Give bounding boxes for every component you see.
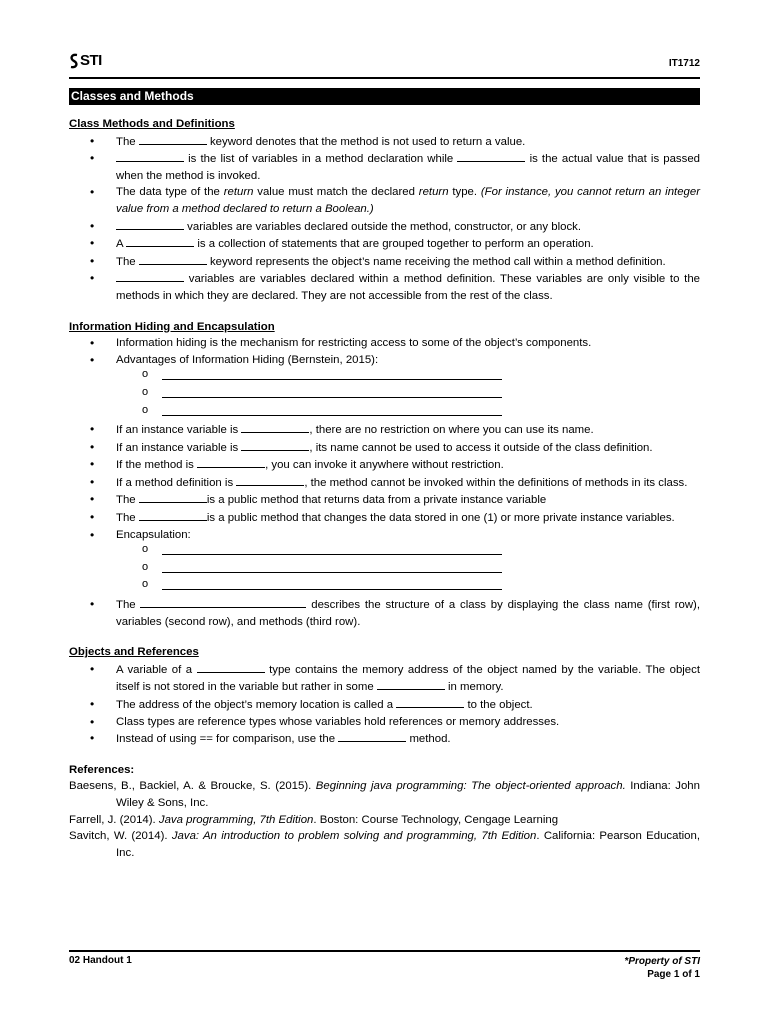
section-title: Class Methods and Definitions	[69, 118, 235, 130]
content	[69, 116, 700, 861]
blank	[241, 439, 309, 451]
logo-text: STI	[80, 52, 102, 69]
list-item: • If a method definition is , the method cannot be invoked within the definitions of methods in its class.	[69, 474, 700, 492]
section-objects-references	[69, 644, 700, 748]
blank	[126, 235, 194, 247]
list-item: • If the method is , you can invoke it anywhere without restriction.	[69, 456, 700, 474]
footer-right	[624, 955, 700, 981]
blank	[338, 730, 406, 742]
list-item: • Information hiding is the mechanism for restricting access to some of the object’s components.	[69, 335, 700, 352]
list-item: • A variable of a type contains the memory address of the object named by the variable. The object itself is not stored in the variable but rather in some in memory.	[69, 661, 700, 696]
list-item: • Class types are reference types whose variables hold references or memory addresses.	[69, 714, 700, 731]
list-item: • The is a public method that returns data from a private instance variable	[69, 491, 700, 509]
blank-line	[162, 368, 502, 380]
blank	[236, 474, 304, 486]
sti-logo	[69, 52, 102, 69]
advantages-sublist	[69, 368, 700, 421]
encapsulation-sublist	[69, 543, 700, 596]
blank	[116, 270, 184, 282]
blank	[139, 133, 207, 145]
footer-handout-label: 02 Handout 1	[69, 955, 132, 966]
section-class-methods	[69, 116, 700, 305]
page-number: Page 1 of 1	[647, 969, 700, 980]
list-item: • If an instance variable is , there are no restriction on where you can use its name.	[69, 421, 700, 439]
list-item: • The keyword represents the object’s name receiving the method call within a method definition.	[69, 253, 700, 271]
header-rule	[69, 77, 700, 79]
section-title: Information Hiding and Encapsulation	[69, 320, 275, 333]
list-item: • Encapsulation:	[69, 527, 700, 544]
blank	[396, 696, 464, 708]
references-heading: References:	[69, 763, 135, 776]
blank	[377, 678, 445, 690]
list-item: • The address of the object’s memory location is called a to the object.	[69, 696, 700, 714]
sub-list-item	[69, 368, 700, 386]
blank	[116, 218, 184, 230]
blank	[139, 491, 207, 503]
sub-list-item	[69, 386, 700, 404]
page-title: Classes and Methods	[69, 88, 700, 105]
reference-entry: Savitch, W. (2014). Java: An introduction to problem solving and programming, 7th Edition. California: Pearson Education, Inc.	[69, 830, 700, 859]
footer-rule	[69, 950, 700, 952]
blank-line	[162, 543, 502, 555]
blank-line	[162, 561, 502, 573]
sub-list-item	[69, 404, 700, 422]
blank	[116, 150, 184, 162]
section-title: Objects and References	[69, 646, 199, 659]
page-header	[69, 50, 700, 80]
references	[69, 762, 700, 862]
course-code: IT1712	[668, 58, 700, 69]
blank	[140, 596, 306, 608]
blank	[457, 150, 525, 162]
blank-line	[162, 404, 502, 416]
list-item: • Instead of using == for comparison, use the method.	[69, 730, 700, 748]
reference-entry: Farrell, J. (2014). Java programming, 7th Edition. Boston: Course Technology, Cengage Learning	[69, 813, 559, 826]
list-item: • The is a public method that changes the data stored in one (1) or more private instance variables.	[69, 509, 700, 527]
blank-line	[162, 386, 502, 398]
blank	[241, 421, 309, 433]
list-item: • Advantages of Information Hiding (Bernstein, 2015):	[69, 352, 700, 369]
list-item: • variables are variables declared within a method definition. These variables are only visible to the methods in which they are declared. They are not accessible from the rest of the class.	[69, 270, 700, 304]
property-notice: *Property of STI	[624, 956, 700, 967]
list-item: • The keyword denotes that the method is not used to return a value.	[69, 133, 700, 151]
list-item: • A is a collection of statements that are grouped together to perform an operation.	[69, 235, 700, 253]
list-item: • The data type of the return value must match the declared return type. (For instance, you cannot return an integer value from a method declared to return a Boolean.)	[69, 184, 700, 217]
sub-list-item	[69, 578, 700, 596]
sub-list-item	[69, 561, 700, 579]
blank	[139, 253, 207, 265]
list-item: • The describes the structure of a class by displaying the class name (first row), variables (second row), and methods (third row).	[69, 596, 700, 630]
blank	[139, 509, 207, 521]
blank	[197, 661, 265, 673]
list-item: • is the list of variables in a method declaration while is the actual value that is passed when the method is invoked.	[69, 150, 700, 184]
list-item: • If an instance variable is , its name cannot be used to access it outside of the class definition.	[69, 439, 700, 457]
blank-line	[162, 578, 502, 590]
list-item: • variables are variables declared outside the method, constructor, or any block.	[69, 218, 700, 236]
section-information-hiding	[69, 319, 700, 631]
blank	[197, 456, 265, 468]
reference-entry: Baesens, B., Backiel, A. & Broucke, S. (2015). Beginning java programming: The object-oriented approach. Indiana: John Wiley & Sons, Inc.	[69, 780, 700, 809]
sti-swirl-icon	[69, 53, 79, 69]
sub-list-item	[69, 543, 700, 561]
